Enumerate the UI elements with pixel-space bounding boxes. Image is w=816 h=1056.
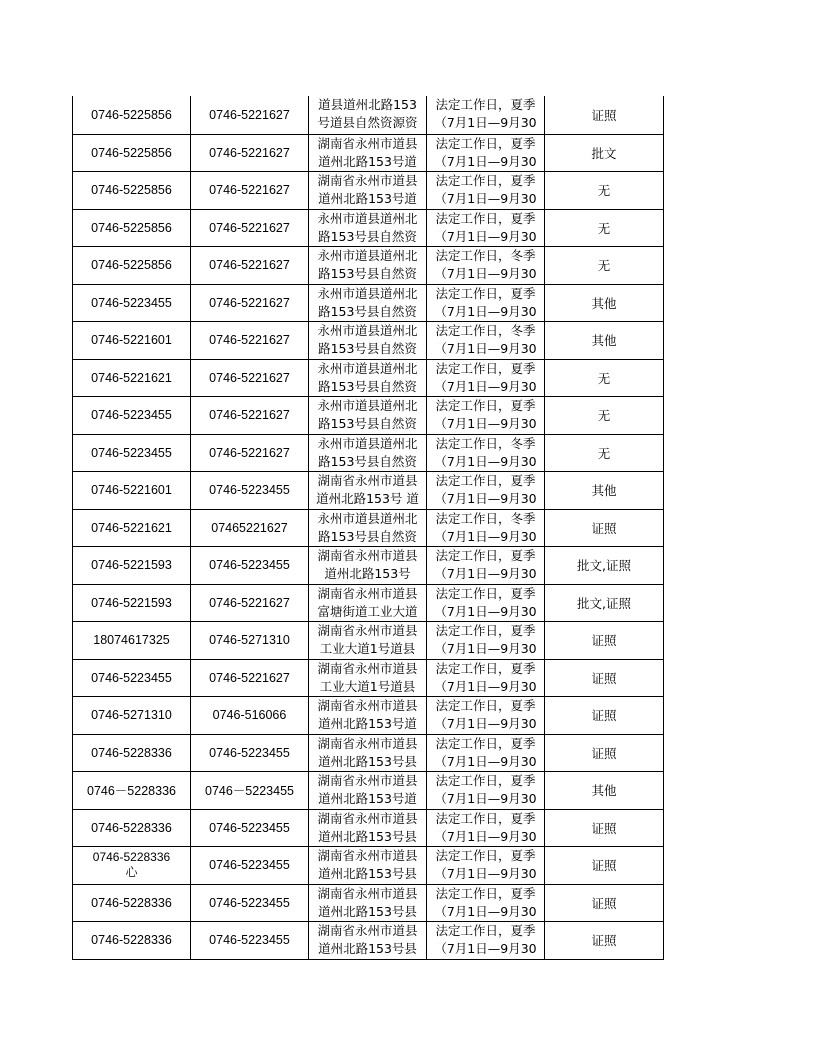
fax-cell-text: 0746-5221627 (209, 370, 290, 385)
phone-cell (73, 697, 191, 734)
hours-cell (427, 660, 545, 697)
hours-cell-text: 法定工作日，夏季 （7月1日—9月30 (434, 660, 537, 694)
address-cell-text: 永州市道县道州北 路153号县自然资 (317, 285, 418, 319)
hours-cell-text: 法定工作日，夏季 （7月1日—9月30 (434, 885, 537, 919)
spreadsheet-table (72, 96, 664, 960)
hours-cell (427, 585, 545, 622)
fax-cell (191, 847, 309, 884)
phone-cell (73, 772, 191, 809)
material-cell-text: 证照 (591, 858, 617, 874)
address-cell-text: 永州市道县道州北 路153号县自然资 (317, 248, 418, 281)
address-cell-text: 湖南省永州市道县 道州北路153号 道 (316, 473, 419, 506)
table-row (73, 696, 663, 734)
material-cell (545, 735, 663, 772)
material-cell (545, 885, 663, 922)
address-cell (309, 922, 427, 959)
hours-cell-text: 法定工作日，冬季 （7月1日—9月30 (434, 435, 537, 469)
fax-cell (191, 622, 309, 659)
material-cell (545, 810, 663, 847)
material-cell (545, 322, 663, 359)
material-cell (545, 510, 663, 547)
table-row (73, 171, 663, 209)
phone-cell (73, 360, 191, 397)
address-cell (309, 735, 427, 772)
phone-cell (73, 735, 191, 772)
material-cell-text: 其他 (591, 483, 617, 499)
address-cell-text: 永州市道县道州北 路153号县自然资 (317, 360, 418, 394)
material-cell (545, 397, 663, 434)
material-cell (545, 247, 663, 284)
hours-cell (427, 360, 545, 397)
hours-cell-text: 法定工作日，夏季 （7月1日—9月30 (434, 810, 537, 844)
phone-cell-text: 18074617325 (93, 633, 170, 648)
fax-cell-text: 0746-5221627 (209, 145, 290, 160)
fax-cell (191, 135, 309, 172)
hours-cell (427, 96, 545, 134)
phone-cell-text: 0746-5228336 (91, 895, 172, 910)
hours-cell (427, 472, 545, 509)
fax-cell (191, 247, 309, 284)
address-cell-text: 永州市道县道州北 路153号县自然资 (317, 398, 418, 431)
phone-cell-text: 0746-5223455 (91, 445, 172, 460)
hours-cell (427, 247, 545, 284)
material-cell (545, 660, 663, 697)
material-cell-text: 其他 (591, 295, 617, 311)
table-row (73, 546, 663, 584)
hours-cell-text: 法定工作日，夏季 （7月1日—9月30 (434, 848, 537, 881)
phone-cell (73, 135, 191, 172)
hours-cell-text: 法定工作日，夏季 （7月1日—9月30 (434, 773, 537, 806)
material-cell (545, 772, 663, 809)
table-row (73, 209, 663, 247)
hours-cell-text: 法定工作日，夏季 （7月1日—9月30 (434, 173, 537, 206)
phone-cell-text: 0746-5225856 (91, 183, 172, 198)
fax-cell (191, 885, 309, 922)
address-cell-text: 永州市道县道州北 路153号县自然资 (317, 435, 418, 469)
hours-cell-text: 法定工作日，夏季 （7月1日—9月30 (434, 698, 537, 731)
table-row (73, 284, 663, 322)
address-cell-text: 湖南省永州市道县 工业大道1号道县 (317, 660, 418, 694)
fax-cell (191, 322, 309, 359)
address-cell (309, 885, 427, 922)
material-cell-text: 其他 (591, 783, 617, 799)
phone-cell-text: 0746-5228336 (91, 933, 172, 948)
hours-cell (427, 510, 545, 547)
hours-cell-text: 法定工作日，夏季 （7月1日—9月30 (434, 135, 537, 169)
address-cell (309, 172, 427, 209)
material-cell-text: 证照 (591, 745, 617, 761)
hours-cell (427, 697, 545, 734)
address-cell (309, 247, 427, 284)
hours-cell-text: 法定工作日，冬季 （7月1日—9月30 (434, 510, 537, 544)
fax-cell-text: 0746-5221627 (209, 220, 290, 235)
address-cell-text: 湖南省永州市道县 富塘街道工业大道 (317, 585, 418, 619)
material-cell (545, 547, 663, 584)
fax-cell-text: 0746-5221627 (209, 595, 290, 610)
material-cell-text: 其他 (591, 333, 617, 349)
fax-cell (191, 660, 309, 697)
table-row (73, 96, 663, 134)
fax-cell-text: 0746-5223455 (209, 858, 290, 873)
material-cell-text: 证照 (591, 820, 617, 836)
hours-cell-text: 法定工作日，夏季 （7月1日—9月30 (434, 623, 537, 656)
hours-cell (427, 772, 545, 809)
table-row (73, 809, 663, 847)
fax-cell-text: 0746-5221627 (209, 295, 290, 310)
table-row (73, 396, 663, 434)
fax-cell-text: 0746-5223455 (209, 483, 290, 498)
table-row (73, 846, 663, 884)
hours-cell-text: 法定工作日，冬季 （7月1日—9月30 (434, 323, 537, 356)
hours-cell (427, 547, 545, 584)
fax-cell (191, 435, 309, 472)
material-cell (545, 210, 663, 247)
phone-cell (73, 885, 191, 922)
phone-cell (73, 247, 191, 284)
phone-cell (73, 322, 191, 359)
address-cell-text: 湖南省永州市道县 工业大道1号道县 (317, 623, 418, 656)
address-cell-text: 湖南省永州市道县 道州北路153号 (317, 548, 418, 581)
table-row (73, 509, 663, 547)
material-cell-text: 批文,证照 (577, 595, 631, 611)
hours-cell (427, 810, 545, 847)
address-cell (309, 360, 427, 397)
address-cell-text: 湖南省永州市道县 道州北路153号道 (317, 135, 418, 169)
address-cell-text: 湖南省永州市道县 道州北路153号县 (317, 735, 418, 769)
address-cell (309, 210, 427, 247)
material-cell (545, 172, 663, 209)
material-cell (545, 922, 663, 959)
address-cell (309, 135, 427, 172)
hours-cell-text: 法定工作日，夏季 （7月1日—9月30 (434, 285, 537, 319)
address-cell (309, 435, 427, 472)
address-cell-text: 湖南省永州市道县 道州北路153号道 (317, 698, 418, 731)
material-cell (545, 847, 663, 884)
address-cell-text: 湖南省永州市道县 道州北路153号道 (317, 173, 418, 206)
fax-cell-text: 0746-5223455 (209, 933, 290, 948)
material-cell (545, 435, 663, 472)
phone-cell-text: 0746-5225856 (91, 107, 172, 122)
fax-cell-text: 0746-5221627 (209, 107, 290, 122)
phone-cell-text: 0746-5221593 (91, 558, 172, 573)
material-cell (545, 472, 663, 509)
phone-cell-text: 0746-5223455 (91, 295, 172, 310)
fax-cell (191, 397, 309, 434)
hours-cell-text: 法定工作日，夏季 （7月1日—9月30 (434, 473, 537, 506)
phone-cell-text: 0746-5223455 (91, 408, 172, 423)
table-row (73, 584, 663, 622)
fax-cell-text: 0746-516066 (212, 708, 287, 723)
phone-cell (73, 510, 191, 547)
address-cell-text: 湖南省永州市道县 道州北路153号县 (317, 810, 418, 844)
phone-cell-text: 0746-5221593 (91, 595, 172, 610)
phone-cell (73, 397, 191, 434)
fax-cell (191, 172, 309, 209)
table-row (73, 134, 663, 172)
fax-cell (191, 735, 309, 772)
fax-cell-text: 07465221627 (211, 520, 288, 535)
phone-cell-text: 0746-5223455 (91, 670, 172, 685)
material-cell (545, 96, 663, 134)
hours-cell (427, 622, 545, 659)
fax-cell-text: 0746-5223455 (209, 745, 290, 760)
hours-cell-text: 法定工作日，夏季 （7月1日—9月30 (434, 548, 537, 581)
hours-cell-text: 法定工作日，夏季 （7月1日—9月30 (434, 398, 537, 431)
phone-cell (73, 435, 191, 472)
fax-cell-text: 0746-5223455 (209, 558, 290, 573)
phone-cell (73, 922, 191, 959)
hours-cell (427, 285, 545, 322)
material-cell-text: 无 (597, 370, 611, 386)
material-cell-text: 批文,证照 (577, 558, 631, 574)
address-cell (309, 772, 427, 809)
address-cell-text: 湖南省永州市道县 道州北路153号道 (317, 773, 418, 806)
fax-cell (191, 810, 309, 847)
hours-cell (427, 847, 545, 884)
hours-cell-text: 法定工作日，冬季 （7月1日—9月30 (434, 248, 537, 281)
fax-cell (191, 585, 309, 622)
address-cell-text: 湖南省永州市道县 道州北路153号县 (317, 923, 418, 956)
table-row (73, 471, 663, 509)
hours-cell (427, 397, 545, 434)
phone-cell (73, 96, 191, 134)
phone-cell-text: 0746-5221601 (91, 483, 172, 498)
phone-cell-text: 0746－5228336 (87, 784, 176, 799)
address-cell (309, 660, 427, 697)
phone-cell-text: 0746-5271310 (91, 708, 172, 723)
phone-cell (73, 210, 191, 247)
fax-cell (191, 922, 309, 959)
hours-cell (427, 435, 545, 472)
material-cell-text: 证照 (591, 933, 617, 949)
table-row (73, 884, 663, 922)
phone-cell (73, 472, 191, 509)
fax-cell-text: 0746-5221627 (209, 258, 290, 273)
table-row (73, 359, 663, 397)
fax-cell (191, 772, 309, 809)
fax-cell-text: 0746－5223455 (205, 784, 294, 799)
phone-cell (73, 285, 191, 322)
hours-cell-text: 法定工作日，夏季 （7月1日—9月30 (434, 735, 537, 769)
address-cell (309, 472, 427, 509)
phone-cell (73, 847, 191, 884)
phone-cell (73, 622, 191, 659)
phone-cell (73, 810, 191, 847)
address-cell (309, 397, 427, 434)
phone-cell (73, 660, 191, 697)
table-row (73, 434, 663, 472)
hours-cell (427, 735, 545, 772)
address-cell-text: 永州市道县道州北 路153号县自然资 (317, 210, 418, 244)
table-row (73, 321, 663, 359)
fax-cell (191, 96, 309, 134)
phone-cell-text: 0746-5221601 (91, 333, 172, 348)
table-row (73, 771, 663, 809)
fax-cell-text: 0746-5221627 (209, 445, 290, 460)
material-cell (545, 285, 663, 322)
hours-cell (427, 210, 545, 247)
material-cell-text: 证照 (591, 107, 617, 123)
table-row (73, 921, 663, 959)
hours-cell (427, 135, 545, 172)
fax-cell (191, 547, 309, 584)
address-cell (309, 697, 427, 734)
material-cell-text: 证照 (591, 708, 617, 724)
address-cell-text: 永州市道县道州北 路153号县自然资 (317, 323, 418, 356)
hours-cell-text: 法定工作日，夏季 （7月1日—9月30 (434, 923, 537, 956)
material-cell-text: 证照 (591, 520, 617, 536)
hours-cell-text: 法定工作日，夏季 （7月1日—9月30 (434, 97, 537, 130)
phone-cell-text: 0746-5221621 (91, 370, 172, 385)
address-cell (309, 585, 427, 622)
material-cell-text: 证照 (591, 895, 617, 911)
phone-cell-text: 0746-5225856 (91, 258, 172, 273)
phone-cell-text: 0746-5221621 (91, 520, 172, 535)
fax-cell (191, 210, 309, 247)
address-cell (309, 847, 427, 884)
hours-cell-text: 法定工作日，夏季 （7月1日—9月30 (434, 360, 537, 394)
material-cell (545, 622, 663, 659)
address-cell (309, 547, 427, 584)
phone-cell-text: 0746-5225856 (91, 220, 172, 235)
phone-cell-text: 0746-5228336 (91, 745, 172, 760)
fax-cell-text: 0746-5221627 (209, 183, 290, 198)
material-cell-text: 无 (597, 258, 611, 274)
hours-cell (427, 322, 545, 359)
fax-cell (191, 697, 309, 734)
hours-cell (427, 922, 545, 959)
address-cell (309, 96, 427, 134)
address-cell (309, 622, 427, 659)
fax-cell-text: 0746-5221627 (209, 408, 290, 423)
material-cell-text: 证照 (591, 670, 617, 686)
material-cell (545, 585, 663, 622)
fax-cell (191, 360, 309, 397)
address-cell-text: 湖南省永州市道县 道州北路153号县 (317, 885, 418, 919)
fax-cell (191, 510, 309, 547)
phone-cell-text: 0746-5228336 (91, 820, 172, 835)
address-cell (309, 510, 427, 547)
fax-cell-text: 0746-5271310 (209, 633, 290, 648)
fax-cell (191, 472, 309, 509)
material-cell-text: 无 (597, 408, 611, 424)
address-cell (309, 322, 427, 359)
material-cell-text: 无 (597, 220, 611, 236)
hours-cell-text: 法定工作日，夏季 （7月1日—9月30 (434, 585, 537, 619)
table-row (73, 246, 663, 284)
phone-cell (73, 585, 191, 622)
material-cell-text: 证照 (591, 633, 617, 649)
fax-cell-text: 0746-5221627 (209, 670, 290, 685)
hours-cell (427, 172, 545, 209)
material-cell (545, 360, 663, 397)
phone-cell-text: 0746-5228336 心 (92, 850, 171, 880)
material-cell-text: 批文 (591, 145, 617, 161)
address-cell (309, 285, 427, 322)
address-cell-text: 永州市道县道州北 路153号县自然资 (317, 510, 418, 544)
fax-cell-text: 0746-5221627 (209, 333, 290, 348)
hours-cell (427, 885, 545, 922)
address-cell (309, 810, 427, 847)
address-cell-text: 道县道州北路153 号道县自然资源资 (317, 97, 418, 130)
phone-cell (73, 172, 191, 209)
table-row (73, 659, 663, 697)
address-cell-text: 湖南省永州市道县 道州北路153号县 (317, 848, 418, 881)
phone-cell-text: 0746-5225856 (91, 145, 172, 160)
material-cell-text: 无 (597, 183, 611, 199)
material-cell (545, 697, 663, 734)
fax-cell-text: 0746-5223455 (209, 895, 290, 910)
table-row (73, 734, 663, 772)
material-cell-text: 无 (597, 445, 611, 461)
material-cell (545, 135, 663, 172)
table-row (73, 621, 663, 659)
fax-cell (191, 285, 309, 322)
fax-cell-text: 0746-5223455 (209, 820, 290, 835)
hours-cell-text: 法定工作日，夏季 （7月1日—9月30 (434, 210, 537, 244)
phone-cell (73, 547, 191, 584)
